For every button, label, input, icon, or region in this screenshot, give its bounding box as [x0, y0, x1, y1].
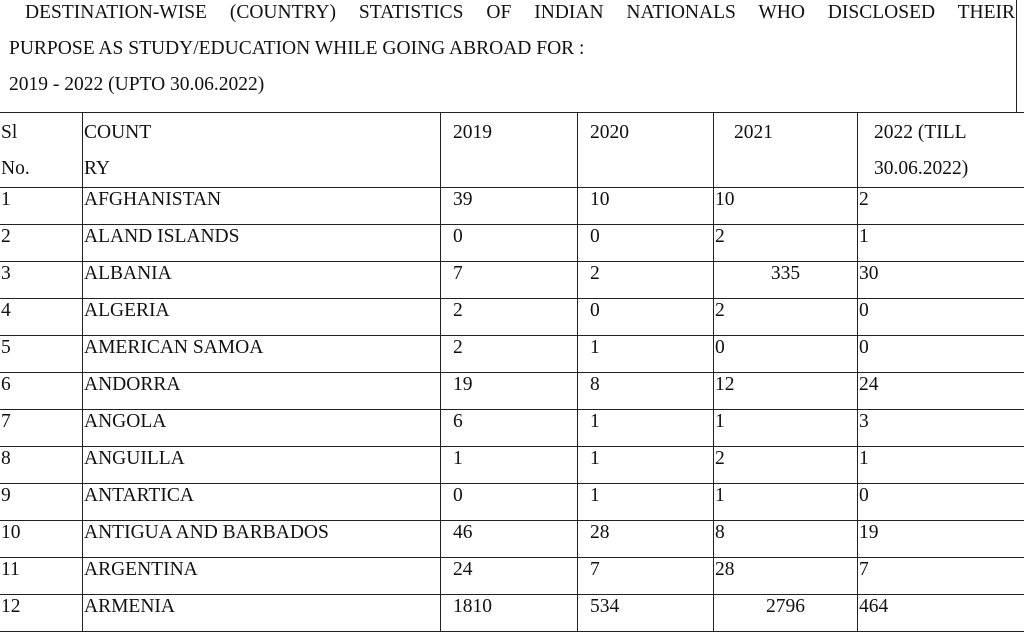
cell-2019: 24 [441, 558, 578, 595]
header-country: COUNT RY [83, 113, 441, 188]
title-line-3: 2019 - 2022 (UPTO 30.06.2022) [9, 74, 265, 95]
cell-2022: 1 [858, 225, 1024, 262]
cell-2022: 3 [858, 410, 1024, 447]
title-line-1: DESTINATION-WISE (COUNTRY) STATISTICS OF INDIAN NATIONALS WHO DISCLOSED THEIR [25, 2, 1015, 23]
cell-2019: 0 [441, 225, 578, 262]
cell-2020: 10 [578, 188, 714, 225]
header-2022: 2022 (TILL 30.06.2022) [858, 113, 1024, 188]
cell-2022: 0 [858, 484, 1024, 521]
cell-2022: 24 [858, 373, 1024, 410]
title-line-2: PURPOSE AS STUDY/EDUCATION WHILE GOING ABROAD FOR : [9, 38, 585, 59]
cell-sl-no: 4 [0, 299, 83, 336]
cell-country: AFGHANISTAN [83, 188, 441, 225]
cell-2021: 1 [714, 410, 858, 447]
title-block [0, 0, 1017, 113]
cell-2021: 2 [714, 447, 858, 484]
cell-country: ANDORRA [83, 373, 441, 410]
cell-2021: 10 [714, 188, 858, 225]
cell-2021: 0 [714, 336, 858, 373]
cell-sl-no: 7 [0, 410, 83, 447]
table-row [0, 484, 1024, 521]
cell-2020: 2 [578, 262, 714, 299]
cell-sl-no: 10 [0, 521, 83, 558]
cell-2022: 0 [858, 299, 1024, 336]
cell-2019: 2 [441, 299, 578, 336]
header-2021: 2021 [714, 113, 858, 188]
cell-sl-no: 9 [0, 484, 83, 521]
cell-2019: 1810 [441, 595, 578, 632]
cell-2020: 1 [578, 447, 714, 484]
cell-2021: 2796 [714, 595, 858, 632]
cell-2019: 46 [441, 521, 578, 558]
cell-2020: 0 [578, 299, 714, 336]
cell-sl-no: 3 [0, 262, 83, 299]
cell-country: ANGUILLA [83, 447, 441, 484]
statistics-table [0, 112, 1024, 632]
cell-2022: 30 [858, 262, 1024, 299]
cell-2021: 12 [714, 373, 858, 410]
cell-2022: 19 [858, 521, 1024, 558]
cell-2022: 0 [858, 336, 1024, 373]
cell-2022: 1 [858, 447, 1024, 484]
cell-2022: 7 [858, 558, 1024, 595]
cell-2022: 464 [858, 595, 1024, 632]
table-row [0, 336, 1024, 373]
cell-2021: 8 [714, 521, 858, 558]
cell-country: ALAND ISLANDS [83, 225, 441, 262]
cell-sl-no: 8 [0, 447, 83, 484]
cell-2020: 1 [578, 336, 714, 373]
cell-sl-no: 11 [0, 558, 83, 595]
cell-2020: 0 [578, 225, 714, 262]
header-2019: 2019 [441, 113, 578, 188]
cell-2020: 534 [578, 595, 714, 632]
cell-2021: 2 [714, 225, 858, 262]
table-row [0, 410, 1024, 447]
cell-2020: 1 [578, 484, 714, 521]
cell-country: ANTARTICA [83, 484, 441, 521]
cell-country: AMERICAN SAMOA [83, 336, 441, 373]
cell-2019: 0 [441, 484, 578, 521]
cell-2021: 335 [714, 262, 858, 299]
cell-sl-no: 12 [0, 595, 83, 632]
cell-country: ALGERIA [83, 299, 441, 336]
cell-2021: 28 [714, 558, 858, 595]
table-row [0, 225, 1024, 262]
cell-2020: 28 [578, 521, 714, 558]
header-sl-no: Sl No. [0, 113, 83, 188]
cell-sl-no: 1 [0, 188, 83, 225]
cell-2019: 1 [441, 447, 578, 484]
table-row [0, 299, 1024, 336]
cell-2022: 2 [858, 188, 1024, 225]
cell-country: ARMENIA [83, 595, 441, 632]
table-row [0, 188, 1024, 225]
cell-sl-no: 5 [0, 336, 83, 373]
cell-2020: 1 [578, 410, 714, 447]
cell-2020: 8 [578, 373, 714, 410]
cell-2019: 7 [441, 262, 578, 299]
table-row [0, 447, 1024, 484]
table-row [0, 521, 1024, 558]
header-2020: 2020 [578, 113, 714, 188]
table-row [0, 595, 1024, 632]
cell-2019: 19 [441, 373, 578, 410]
cell-2019: 39 [441, 188, 578, 225]
cell-country: ANGOLA [83, 410, 441, 447]
table-row [0, 262, 1024, 299]
cell-2021: 1 [714, 484, 858, 521]
cell-sl-no: 6 [0, 373, 83, 410]
table-header-row [0, 113, 1024, 188]
cell-country: ARGENTINA [83, 558, 441, 595]
table-row [0, 373, 1024, 410]
table-row [0, 558, 1024, 595]
cell-country: ANTIGUA AND BARBADOS [83, 521, 441, 558]
cell-country: ALBANIA [83, 262, 441, 299]
cell-sl-no: 2 [0, 225, 83, 262]
cell-2019: 2 [441, 336, 578, 373]
cell-2020: 7 [578, 558, 714, 595]
cell-2019: 6 [441, 410, 578, 447]
cell-2021: 2 [714, 299, 858, 336]
